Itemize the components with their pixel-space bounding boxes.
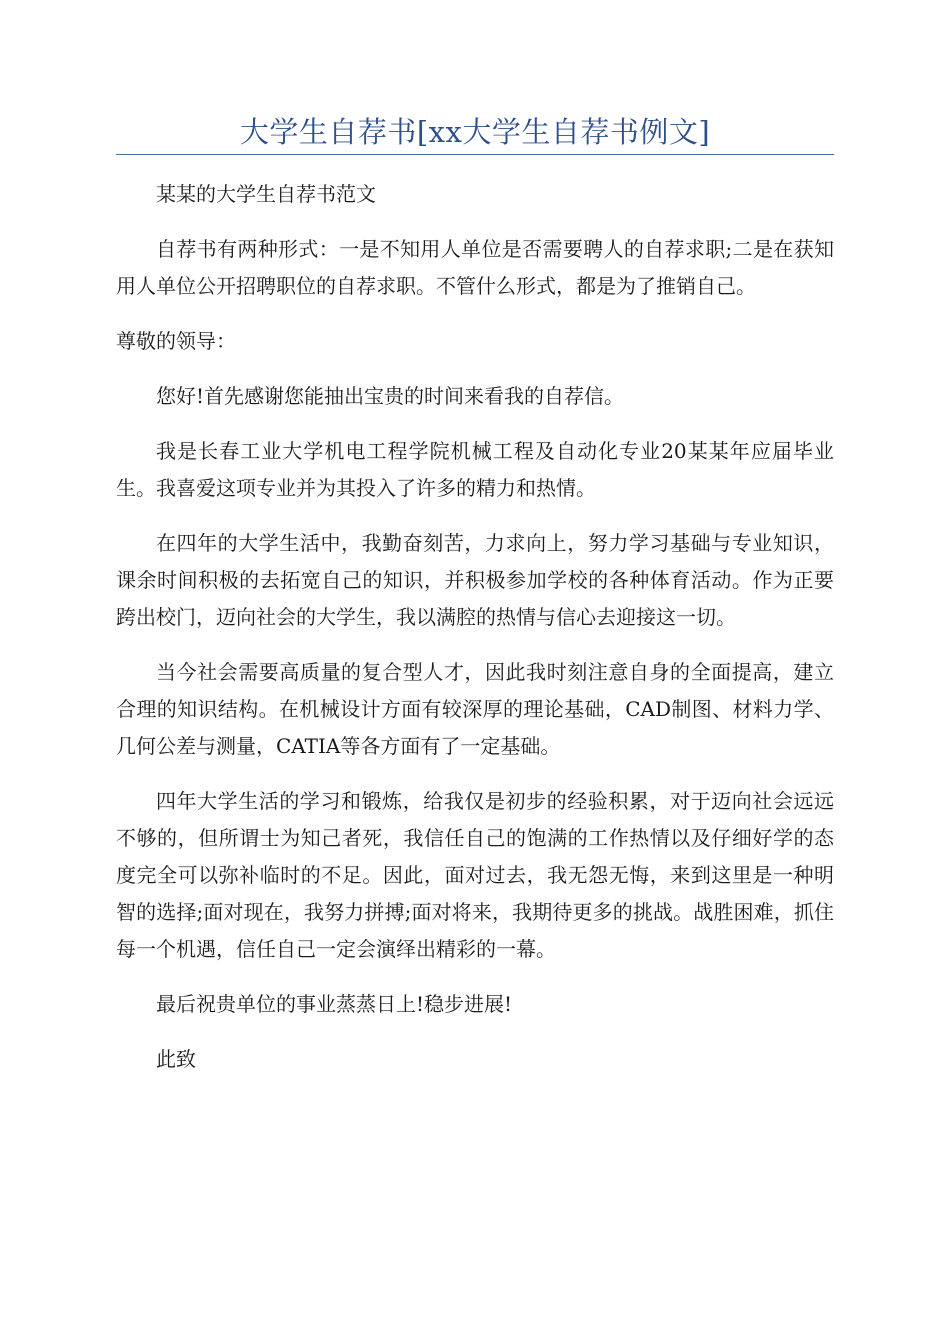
subtitle-paragraph: 某某的大学生自荐书范文 — [156, 182, 376, 206]
document-title: 大学生自荐书[xx大学生自荐书例文] — [239, 115, 711, 149]
greeting-paragraph: 您好!首先感谢您能抽出宝贵的时间来看我的自荐信。 — [156, 384, 625, 408]
wishes-paragraph: 最后祝贵单位的事业蒸蒸日上!稳步进展! — [156, 992, 513, 1016]
intro-paragraph: 自荐书有两种形式：一是不知用人单位是否需要聘人的自荐求职;二是在获知用人单位公开招聘职位的自荐求职。不管什么形式，都是为了推销自己。 — [116, 237, 834, 298]
document-body — [116, 176, 834, 1096]
study-paragraph: 在四年的大学生活中，我勤奋刻苦，力求向上，努力学习基础与专业知识，课余时间积极的去拓宽自己的知识，并积极参加学校的各种体育活动。作为正要跨出校门，迈向社会的大学生，我以满腔的热情与信心去迎接这一切。 — [116, 531, 834, 629]
skills-paragraph: 当今社会需要高质量的复合型人才，因此我时刻注意自身的全面提高，建立合理的知识结构。在机械设计方面有较深厚的理论基础，CAD制图、材料力学、几何公差与测量，CATIA等各方面有了一定基础。 — [116, 660, 834, 758]
salutation-paragraph: 尊敬的领导： — [116, 329, 236, 353]
background-paragraph: 我是长春工业大学机电工程学院机械工程及自动化专业20某某年应届毕业生。我喜爱这项专业并为其投入了许多的精力和热情。 — [116, 439, 834, 500]
closing-paragraph: 此致 — [156, 1047, 196, 1071]
title-underline — [116, 154, 834, 155]
resolve-paragraph: 四年大学生活的学习和锻炼，给我仅是初步的经验积累，对于迈向社会远远不够的，但所谓士为知己者死，我信任自己的饱满的工作热情以及仔细好学的态度完全可以弥补临时的不足。因此，面对过去，我无怨无悔，来到这里是一种明智的选择;面对现在，我努力拼搏;面对将来，我期待更多的挑战。战胜困难，抓住每一个机遇，信任自己一定会演绎出精彩的一幕。 — [116, 789, 834, 961]
